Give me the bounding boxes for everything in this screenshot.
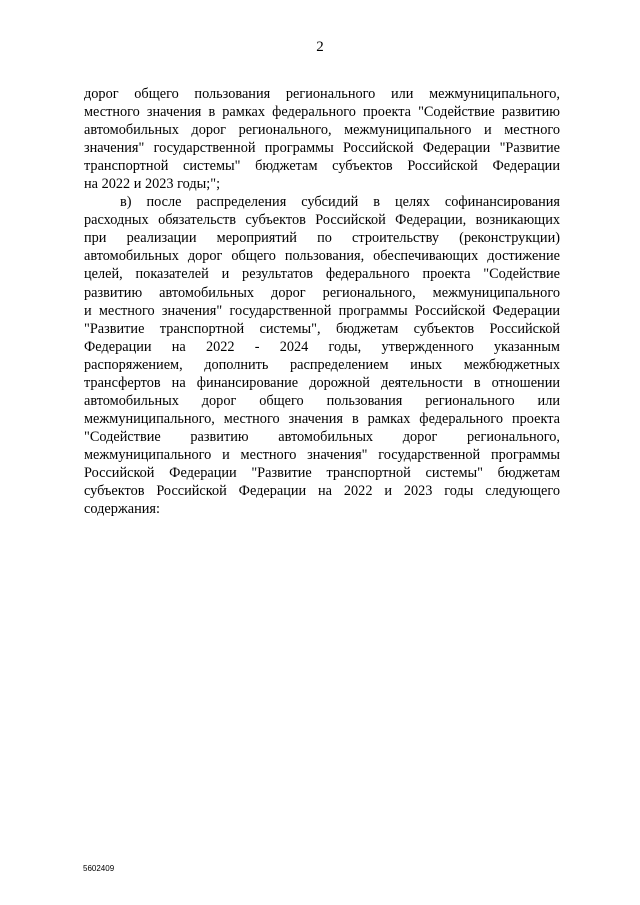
text-line: трансфертов на финансирование дорожной деятельности в отношении	[84, 374, 560, 391]
text-line: при реализации мероприятий по строительству (реконструкции)	[84, 230, 560, 247]
text-line: транспортной системы" бюджетам субъектов Российской Федерации	[84, 158, 560, 175]
paragraph-item-v	[84, 193, 560, 518]
document-body	[84, 85, 560, 518]
text-line: субъектов Российской Федерации на 2022 и 2023 годы следующего	[84, 483, 560, 500]
text-line: Российской Федерации "Развитие транспортной системы" бюджетам	[84, 464, 560, 481]
text-line: местного значения в рамках федерального проекта "Содействие развитию	[84, 104, 560, 121]
text-line: значения" государственной программы Российской Федерации "Развитие	[84, 140, 560, 157]
text-line: автомобильных дорог общего пользования, обеспечивающих достижение	[84, 248, 560, 265]
text-line: и местного значения" государственной программы Российской Федерации	[84, 302, 560, 319]
text-line: в) после распределения субсидий в целях софинансирования	[120, 194, 560, 211]
paragraph-continuation	[84, 85, 560, 193]
text-line: содержания:	[84, 501, 160, 518]
text-line: на 2022 и 2023 годы;";	[84, 176, 221, 193]
text-line: межмуниципального, местного значения в рамках федерального проекта	[84, 410, 560, 427]
text-line: целей, показателей и результатов федерального проекта "Содействие	[84, 266, 560, 283]
text-line: автомобильных дорог регионального, межмуниципального и местного	[84, 122, 560, 139]
text-line: дорог общего пользования регионального или межмуниципального,	[84, 86, 560, 102]
text-line: "Развитие транспортной системы", бюджетам субъектов Российской	[84, 320, 560, 337]
text-line: автомобильных дорог общего пользования регионального или	[84, 392, 560, 409]
text-line: "Содействие развитию автомобильных дорог регионального,	[84, 428, 560, 445]
text-line: Федерации на 2022 - 2024 годы, утвержденного указанным	[84, 338, 560, 355]
text-line: развитию автомобильных дорог регионального, межмуниципального	[84, 284, 560, 301]
text-line: расходных обязательств субъектов Российской Федерации, возникающих	[84, 212, 560, 229]
page-number: 2	[316, 39, 324, 55]
text-line: межмуниципального и местного значения" государственной программы	[84, 446, 560, 463]
text-line: распоряжением, дополнить распределением иных межбюджетных	[84, 356, 560, 373]
document-code: 5602409	[83, 864, 115, 873]
